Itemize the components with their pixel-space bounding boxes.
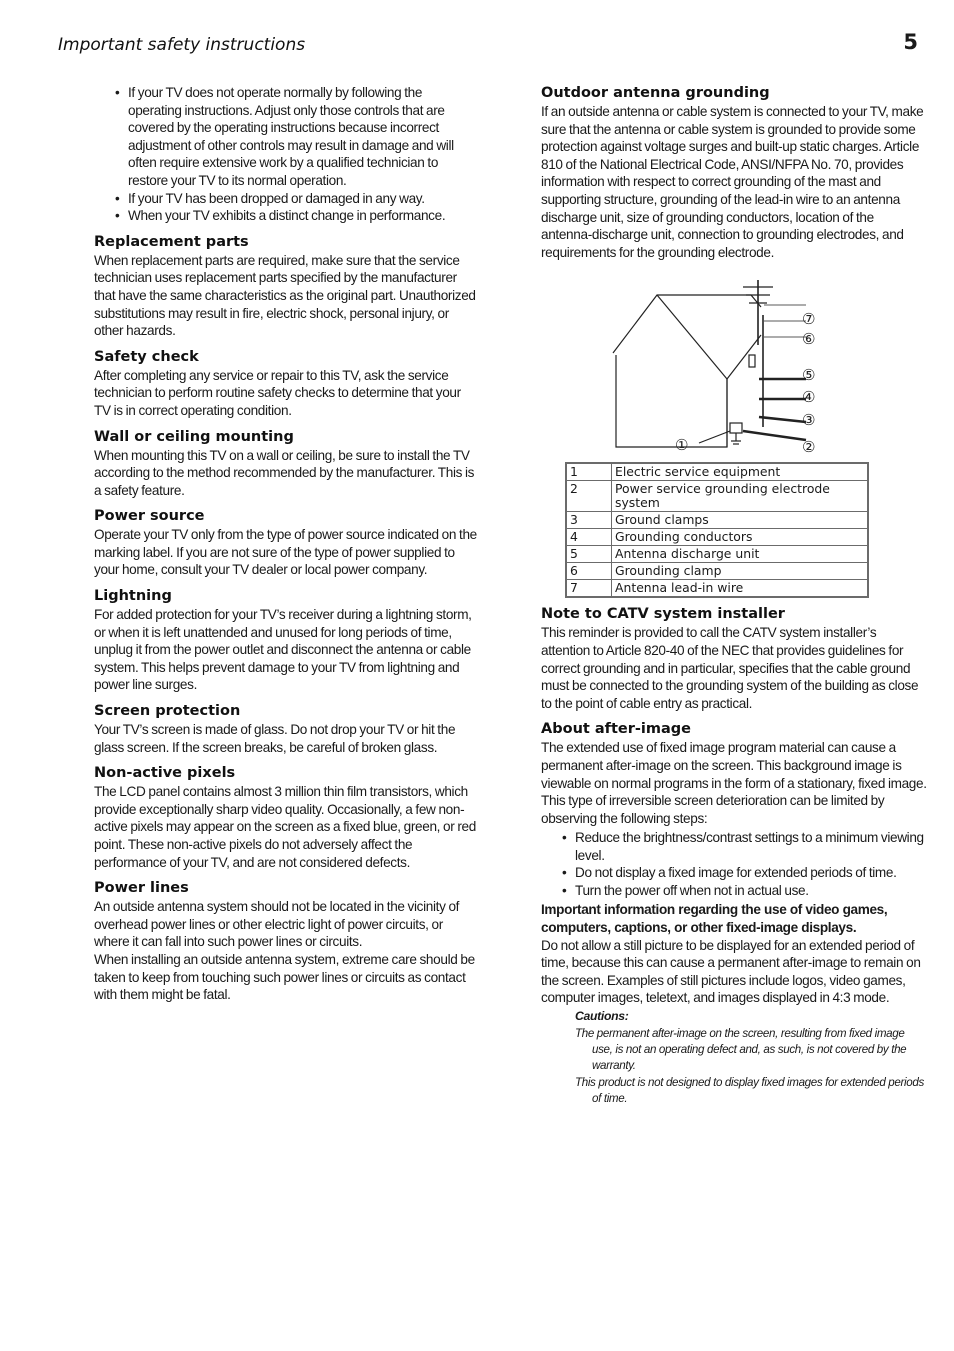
legend-number: 1	[567, 464, 612, 481]
legend-label: Antenna discharge unit	[612, 546, 868, 563]
table-row	[567, 512, 868, 529]
legend-number: 2	[567, 481, 612, 512]
list-item: • Reduce the brightness/contrast settings to a minimum viewing level.	[562, 829, 927, 864]
legend-label: Grounding clamp	[612, 563, 868, 580]
table-row	[567, 546, 868, 563]
discharge-unit-shape	[749, 355, 755, 367]
legend-label: Ground clamps	[612, 512, 868, 529]
callout-4: ④	[802, 388, 816, 407]
legend-number: 6	[567, 563, 612, 580]
list-item: • When your TV exhibits a distinct change in performance.	[115, 207, 478, 225]
legend-label: Antenna lead-in wire	[612, 580, 868, 597]
section-text-replacement-parts: When replacement parts are required, make sure that the service technician uses replacement parts specified by the manufacturer that have the same characteristics as the original part. Unauthorized substitutions may result in fire, electric shock, personal injury, or other hazards.	[94, 252, 476, 339]
table-row	[567, 464, 868, 481]
section-text-screen-protection: Your TV’s screen is made of glass. Do not drop your TV or hit the glass screen. If the screen breaks, be careful of broken glass.	[94, 722, 456, 755]
section-heading-non-active-pixels: Non-active pixels	[94, 765, 236, 782]
section-text-still-picture: Do not allow a still picture to be displayed for an extended period of time, because this can cause a permanent after-image to remain on the screen. Examples of still pictures include logos, video games, computer images, teletext, and images displayed in 4:3 mode.	[541, 937, 921, 1006]
roof-outline	[613, 295, 761, 353]
section-heading-power-source: Power source	[94, 508, 205, 525]
callout-3: ③	[802, 411, 816, 430]
caution-item: The permanent after-image on the screen, resulting from fixed image use, is not an operating defect and, as such, is not covered by the warranty.	[575, 1027, 907, 1073]
legend-number: 7	[567, 580, 612, 597]
wall-outline	[616, 355, 727, 447]
roof-ridge	[657, 295, 727, 379]
section-heading-safety-check: Safety check	[94, 348, 199, 365]
caution-item: This product is not designed to display fixed images for extended periods of time.	[575, 1076, 924, 1106]
cautions-title: Cautions:	[575, 1009, 629, 1024]
section-heading-replacement-parts: Replacement parts	[94, 233, 249, 250]
table-row	[567, 529, 868, 546]
section-heading-catv: Note to CATV system installer	[541, 606, 785, 623]
legend-label: Grounding conductors	[612, 529, 868, 546]
section-text-power-source: Operate your TV only from the type of power source indicated on the marking label. If you are not sure of the type of power supplied to your home, consult your TV dealer or local power company.	[94, 527, 477, 578]
table-row	[567, 580, 868, 597]
legend-label: Power service grounding electrode system	[612, 481, 868, 512]
list-item: • If your TV has been dropped or damaged in any way.	[115, 190, 478, 208]
important-info-note: Important information regarding the use of video games, computers, captions, or other fixed-image displays.	[541, 901, 888, 935]
after-image-bullet-list	[562, 829, 927, 899]
page-number: 5	[903, 30, 918, 54]
section-heading-lightning: Lightning	[94, 588, 172, 605]
diagram-legend-table	[566, 463, 868, 597]
callout-2: ②	[802, 438, 816, 456]
list-item: • Do not display a fixed image for extended periods of time.	[562, 864, 927, 882]
callout-5: ⑤	[802, 366, 816, 385]
house-antenna-illustration	[611, 275, 911, 455]
list-item: • If your TV does not operate normally by following the operating instructions. Adjust only those controls that are covered by the operating instructions because incorrect adjustment of other controls may result in damage and will often require extensive work by a qualified technician to restore your TV to its normal operation.	[115, 84, 478, 190]
left-column	[94, 84, 478, 1004]
callout-7: ⑦	[802, 310, 816, 329]
section-text-after-image: The extended use of fixed image program material can cause a permanent after-image on the screen. This background image is viewable on normal programs in the form of a stationary, fixed image. This type of irreversible screen deterioration can be limited by observing the following steps:	[541, 740, 927, 826]
legend-number: 3	[567, 512, 612, 529]
callout-1: ①	[675, 436, 689, 455]
section-heading-wall-mounting: Wall or ceiling mounting	[94, 428, 294, 445]
section-text-safety-check: After completing any service or repair to this TV, ask the service technician to perform routine safety checks to determine that your TV is in correct operating condition.	[94, 367, 461, 418]
section-text-wall-mounting: When mounting this TV on a wall or ceiling, be sure to install the TV according to the method recommended by the manufacturer. This is a safety feature.	[94, 447, 475, 498]
section-heading-after-image: About after-image	[541, 721, 691, 738]
page-header-title: Important safety instructions	[58, 35, 306, 55]
section-text-non-active-pixels: The LCD panel contains almost 3 million thin film transistors, which provide exceptionally sharp video quality. Occasionally, a few non-active pixels may appear on the screen as a fixed blue, green, or red point. These non-active pixels do not adversely affect the performance of your TV, and are not considered defects.	[94, 784, 476, 870]
right-column	[541, 84, 927, 1107]
section-heading-screen-protection: Screen protection	[94, 703, 241, 720]
legend-label: Electric service equipment	[612, 464, 868, 481]
table-row	[567, 563, 868, 580]
section-text-outdoor-antenna: If an outside antenna or cable system is connected to your TV, make sure that the antenna or cable system is grounded to provide some protection against voltage surges and built-up static charges. Article 810 of the National Electrical Code, ANSI/NFPA No. 70, provides information with respect to correct grounding of the mast and supporting structure, grounding of the lead-in wire to an antenna discharge unit, size of grounding conductors, location of the antenna-discharge unit, connection to grounding electrodes, and requirements for the grounding electrode.	[541, 104, 924, 260]
callout-6: ⑥	[802, 330, 816, 349]
section-text-catv: This reminder is provided to call the CATV system installer’s attention to Article 820-40 of the NEC that provides guidelines for correct grounding and in particular, specifies that the cable ground must be connected to the grounding system of the building as close to the point of cable entry as practical.	[541, 625, 919, 711]
legend-number: 4	[567, 529, 612, 546]
legend-number: 5	[567, 546, 612, 563]
table-row	[567, 481, 868, 512]
section-text-power-lines-1: An outside antenna system should not be located in the vicinity of overhead power lines or other electric light of power circuits, or where it can fall into such power lines or circuits.	[94, 899, 460, 950]
section-text-power-lines-2: When installing an outside antenna system, extreme care should be taken to keep from touching such power lines or circuits as contact with them might be fatal.	[94, 951, 475, 1003]
intro-bullet-list	[115, 84, 478, 225]
section-heading-power-lines: Power lines	[94, 880, 189, 897]
section-heading-outdoor-antenna: Outdoor antenna grounding	[541, 85, 770, 101]
list-item: • Turn the power off when not in actual use.	[562, 882, 927, 900]
roof-edge	[727, 335, 761, 379]
cautions-block	[575, 1008, 927, 1107]
service-box-shape	[730, 423, 742, 433]
section-text-lightning: For added protection for your TV’s receiver during a lightning storm, or when it is left unattended and unused for long periods of time, unplug it from the power outlet and disconnect the antenna or cable system. This helps prevent damage to your TV from lightning and power line surges.	[94, 607, 472, 693]
antenna-grounding-diagram	[611, 275, 911, 455]
